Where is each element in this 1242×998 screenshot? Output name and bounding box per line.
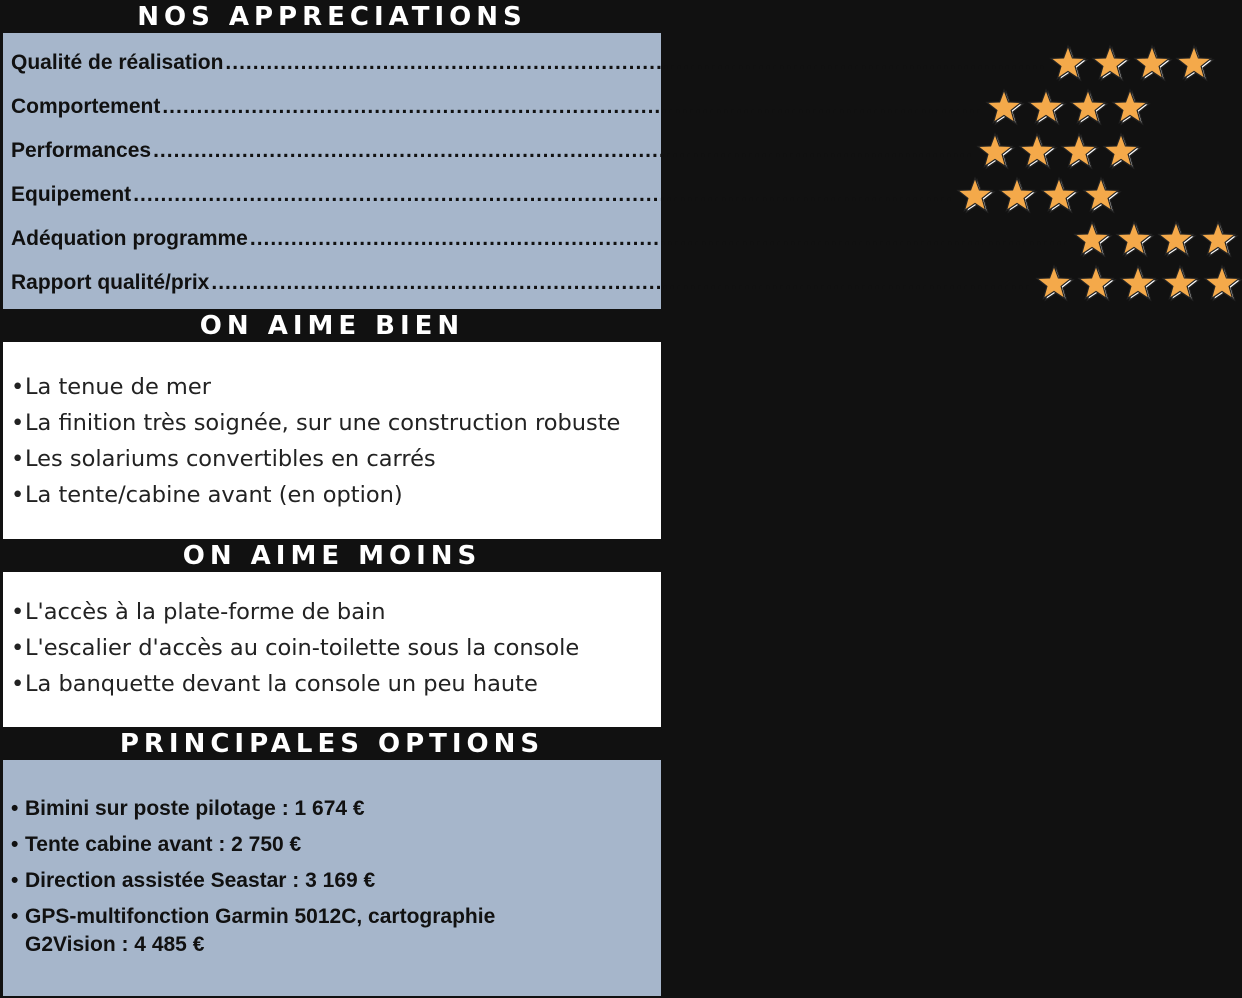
- aime-bien-text: La tente/cabine avant (en option): [25, 482, 403, 508]
- star-icon: [997, 175, 1037, 215]
- aime-bien-item: [11, 482, 403, 508]
- aime-moins-header: ON AIME MOINS: [182, 541, 482, 571]
- leader-dots: ........................................................................................................................: [225, 51, 1046, 74]
- leader-dots: ........................................................................................................................: [162, 95, 983, 118]
- bullet: •: [11, 410, 25, 436]
- bullet: •: [11, 869, 19, 892]
- bullet: •: [11, 905, 19, 928]
- star-icon: [1026, 87, 1066, 127]
- star-rating: [975, 131, 1141, 171]
- bullet: •: [11, 797, 19, 820]
- star-icon: [1017, 131, 1057, 171]
- star-icon: [1101, 131, 1141, 171]
- option-item: [11, 904, 495, 930]
- star-icon: [1048, 43, 1088, 83]
- aime-bien-text: La finition très soignée, sur une construction robuste: [25, 410, 621, 436]
- bullet: •: [11, 482, 25, 508]
- star-icon: [1081, 175, 1121, 215]
- rating-row: [11, 219, 1070, 259]
- option-text: G2Vision : 4 485 €: [25, 933, 205, 956]
- star-icon: [1174, 43, 1214, 83]
- rating-label: Performances: [11, 139, 152, 162]
- star-icon: [1039, 175, 1079, 215]
- star-icon: [1059, 131, 1099, 171]
- bullet: •: [11, 446, 25, 472]
- aime-bien-text: La tenue de mer: [25, 374, 211, 400]
- star-icon: [1072, 219, 1112, 259]
- option-item: [11, 832, 301, 858]
- aime-bien-item: [11, 410, 620, 436]
- rating-label: Comportement: [11, 95, 161, 118]
- bullet: •: [11, 599, 25, 625]
- star-icon: [1118, 263, 1158, 303]
- star-rating: [1034, 263, 1242, 303]
- star-rating: [955, 175, 1121, 215]
- aime-moins-text: L'accès à la plate-forme de bain: [25, 599, 386, 625]
- leader-dots: ........................................................................................................................: [211, 271, 1032, 294]
- rating-row: [11, 175, 954, 215]
- star-icon: [1114, 219, 1154, 259]
- aime-moins-text: L'escalier d'accès au coin-toilette sous la console: [25, 635, 580, 661]
- options-box: [3, 760, 661, 996]
- leader-dots: ........................................................................................................................: [153, 139, 974, 162]
- rating-row: [11, 263, 1032, 303]
- star-icon: [1156, 219, 1196, 259]
- bullet: •: [11, 374, 25, 400]
- star-icon: [1110, 87, 1150, 127]
- aime-moins-box: [3, 572, 661, 727]
- star-icon: [1160, 263, 1200, 303]
- option-item: [11, 868, 375, 894]
- option-text: Direction assistée Seastar : 3 169 €: [25, 869, 376, 892]
- rating-label: Qualité de réalisation: [11, 51, 224, 74]
- aime-moins-item: [11, 671, 538, 697]
- options-header: PRINCIPALES OPTIONS: [119, 729, 545, 759]
- aime-bien-box: [3, 342, 661, 539]
- appreciations-header: NOS APPRECIATIONS: [137, 2, 527, 32]
- aime-bien-item: [11, 374, 211, 400]
- leader-dots: ........................................................................................................................: [133, 183, 954, 206]
- aime-bien-header: ON AIME BIEN: [199, 311, 465, 341]
- star-rating: [984, 87, 1150, 127]
- star-icon: [1132, 43, 1172, 83]
- rating-row: [11, 131, 974, 171]
- star-icon: [1090, 43, 1130, 83]
- rating-row: [11, 87, 983, 127]
- aime-moins-item: [11, 635, 579, 661]
- star-rating: [1048, 43, 1214, 83]
- bullet: •: [11, 671, 25, 697]
- option-item: [11, 796, 365, 822]
- star-icon: [984, 87, 1024, 127]
- rating-row: [11, 43, 1046, 83]
- star-icon: [1198, 219, 1238, 259]
- option-text: GPS-multifonction Garmin 5012C, cartographie: [25, 905, 496, 928]
- aime-moins-item: [11, 599, 386, 625]
- aime-bien-text: Les solariums convertibles en carrés: [25, 446, 436, 472]
- star-icon: [1202, 263, 1242, 303]
- star-icon: [955, 175, 995, 215]
- aime-moins-text: La banquette devant la console un peu haute: [25, 671, 538, 697]
- bullet: •: [11, 635, 25, 661]
- option-item: [11, 932, 204, 958]
- rating-label: Equipement: [11, 183, 132, 206]
- bullet: •: [11, 833, 19, 856]
- aime-bien-item: [11, 446, 436, 472]
- rating-label: Rapport qualité/prix: [11, 271, 210, 294]
- star-icon: [1034, 263, 1074, 303]
- option-text: Tente cabine avant : 2 750 €: [25, 833, 302, 856]
- star-icon: [975, 131, 1015, 171]
- star-rating: [1072, 219, 1238, 259]
- leader-dots: ........................................................................................................................: [249, 227, 1070, 250]
- appreciations-box: [3, 33, 1070, 309]
- star-icon: [1068, 87, 1108, 127]
- option-text: Bimini sur poste pilotage : 1 674 €: [25, 797, 365, 820]
- star-icon: [1076, 263, 1116, 303]
- rating-label: Adéquation programme: [11, 227, 248, 250]
